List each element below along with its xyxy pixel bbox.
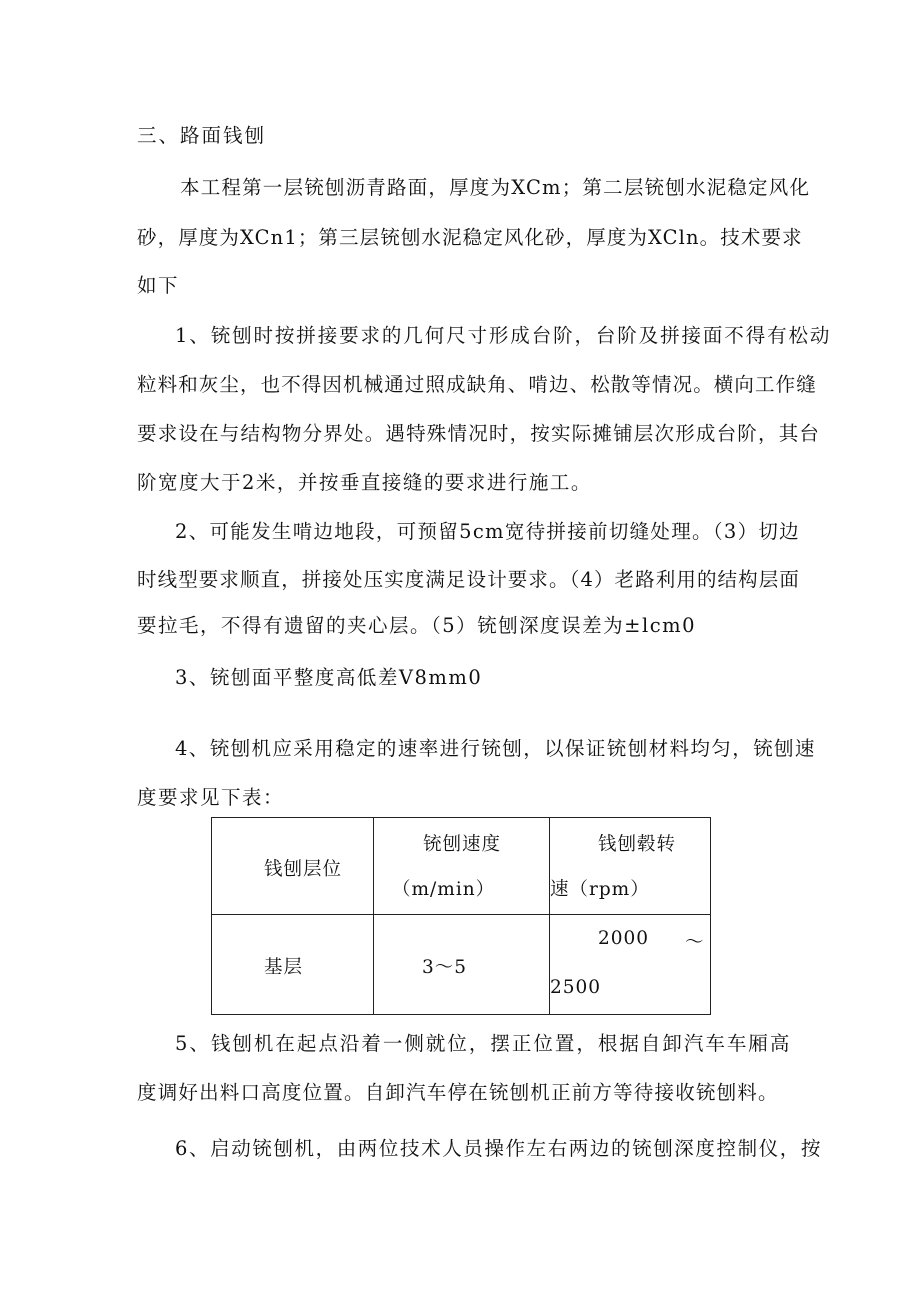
row-rpm-tilde: ～ [685, 932, 705, 953]
milling-speed-table [211, 817, 711, 1015]
paragraph-line: 度要求见下表： [137, 786, 285, 809]
paragraph-line: 要求设在与结构物分界处。遇特殊情况时，按实际摊铺层次形成台阶，其台 [137, 422, 821, 445]
row-speed: 3～5 [422, 957, 468, 978]
paragraph-line: 2、可能发生啃边地段，可预留5cm宽待拼接前切缝处理。（3）切边 [175, 520, 800, 543]
paragraph-line: 阶宽度大于2米，并按垂直接缝的要求进行施工。 [137, 471, 592, 494]
table-cell [374, 818, 550, 915]
row-layer: 基层 [264, 957, 304, 978]
paragraph-line: 如下 [137, 274, 180, 297]
header-speed-line1: 铳刨速度 [423, 834, 502, 855]
paragraph-line: 本工程第一层铳刨沥青路面，厚度为XCm；第二层铳刨水泥稳定风化 [180, 176, 811, 199]
paragraph-line: 要拉毛，不得有遗留的夹心层。（5）铳刨深度误差为±lcm0 [137, 614, 697, 637]
paragraph-line: 时线型要求顺直，拼接处压实度满足设计要求。（4）老路利用的结构层面 [137, 568, 800, 591]
table-header-row [212, 818, 711, 915]
header-rpm-line1: 钱刨毂转 [598, 834, 677, 855]
row-rpm-start: 2000 [598, 928, 650, 949]
paragraph-line: 粒料和灰尘，也不得因机械通过照成缺角、啃边、松散等情况。横向工作缝 [137, 373, 817, 396]
header-layer: 钱刨层位 [264, 859, 343, 880]
item-6-paragraph: 6、启动铳刨机，由两位技术人员操作左右两边的铳刨深度控制仪，按 [175, 1137, 823, 1160]
table-row [212, 915, 711, 1015]
paragraph-line: 5、钱刨机在起点沿着一侧就位，摆正位置，根据自卸汽车车厢高 [175, 1032, 792, 1055]
section-heading: 三、路面钱刨 [137, 124, 267, 147]
table-cell [550, 818, 711, 915]
table-cell [374, 915, 550, 1015]
paragraph-line: 1、铳刨时按拼接要求的几何尺寸形成台阶，台阶及拼接面不得有松动 [175, 324, 832, 347]
paragraph-line: 度调好出料口高度位置。自卸汽车停在铳刨机正前方等待接收铳刨料。 [137, 1081, 779, 1104]
table-cell [212, 915, 374, 1015]
header-rpm-line2: 速（rpm） [550, 879, 650, 900]
table-cell [212, 818, 374, 915]
item-3-paragraph: 3、铳刨面平整度高低差V8mm0 [175, 666, 483, 689]
header-speed-line2: （m/min） [392, 879, 496, 900]
table-cell [550, 915, 711, 1015]
paragraph-line: 4、铳刨机应采用稳定的速率进行铳刨，以保证铳刨材料均匀，铳刨速 [175, 737, 816, 760]
row-rpm-end: 2500 [550, 977, 602, 998]
paragraph-line: 砂，厚度为XCn1；第三层铳刨水泥稳定风化砂，厚度为XCln。技术要求 [137, 226, 803, 249]
